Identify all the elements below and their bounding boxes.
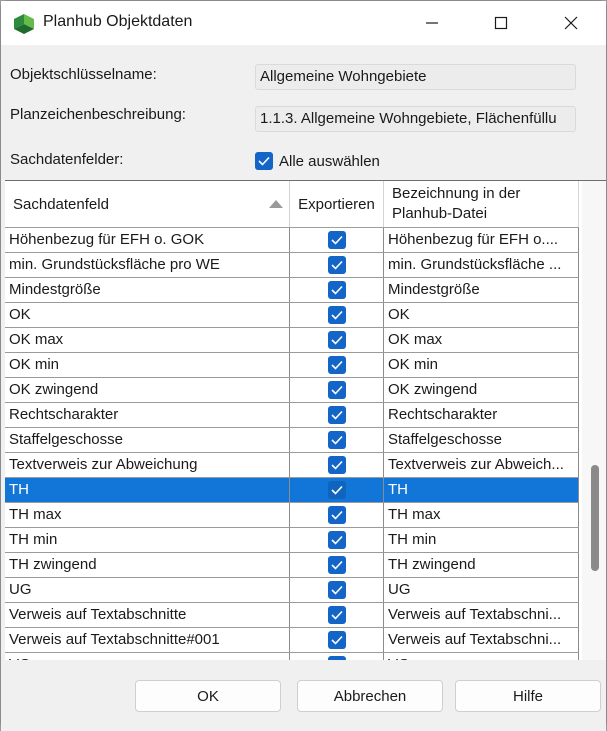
table-row[interactable] xyxy=(5,428,579,453)
select-all-checkbox[interactable] xyxy=(255,151,380,171)
column-header-name[interactable] xyxy=(384,181,579,227)
checkbox-checked-icon xyxy=(255,152,273,170)
minimize-button[interactable] xyxy=(409,1,455,45)
export-name-cell[interactable]: Textverweis zur Abweich... xyxy=(384,453,579,477)
export-checkbox[interactable] xyxy=(328,256,346,274)
export-checkbox[interactable] xyxy=(328,481,346,499)
field-cell[interactable]: OK max xyxy=(5,328,290,352)
table-row[interactable] xyxy=(5,578,579,603)
table-row[interactable] xyxy=(5,628,579,653)
table-row[interactable] xyxy=(5,228,579,253)
export-checkbox[interactable] xyxy=(328,306,346,324)
field-cell[interactable]: OK min xyxy=(5,353,290,377)
close-button[interactable] xyxy=(548,1,594,45)
export-cell[interactable] xyxy=(290,353,384,377)
export-cell[interactable] xyxy=(290,453,384,477)
export-checkbox[interactable] xyxy=(328,406,346,424)
export-cell[interactable] xyxy=(290,303,384,327)
export-checkbox[interactable] xyxy=(328,631,346,649)
export-cell[interactable] xyxy=(290,503,384,527)
object-key-label: Objektschlüsselname: xyxy=(10,66,157,83)
export-checkbox[interactable] xyxy=(328,281,346,299)
table-row[interactable] xyxy=(5,303,579,328)
scrollbar-thumb[interactable] xyxy=(591,465,599,571)
table-row[interactable] xyxy=(5,453,579,478)
table-row[interactable] xyxy=(5,278,579,303)
field-cell[interactable]: min. Grundstücksfläche pro WE xyxy=(5,253,290,277)
field-cell[interactable]: TH xyxy=(5,478,290,502)
table-row[interactable] xyxy=(5,353,579,378)
object-key-field[interactable]: Allgemeine Wohngebiete xyxy=(255,64,576,90)
help-button[interactable]: Hilfe xyxy=(455,680,601,712)
export-cell[interactable] xyxy=(290,378,384,402)
window-title: Planhub Objektdaten xyxy=(43,13,193,30)
export-name-cell[interactable]: Rechtscharakter xyxy=(384,403,579,427)
field-cell[interactable]: UG xyxy=(5,578,290,602)
field-cell[interactable]: Höhenbezug für EFH o. GOK xyxy=(5,228,290,252)
export-cell[interactable] xyxy=(290,528,384,552)
field-cell[interactable]: Textverweis zur Abweichung xyxy=(5,453,290,477)
export-cell[interactable] xyxy=(290,228,384,252)
export-checkbox[interactable] xyxy=(328,331,346,349)
export-checkbox[interactable] xyxy=(328,556,346,574)
field-cell[interactable]: Verweis auf Textabschnitte#001 xyxy=(5,628,290,652)
export-checkbox[interactable] xyxy=(328,231,346,249)
column-header-field[interactable] xyxy=(5,181,290,227)
field-cell[interactable]: TH zwingend xyxy=(5,553,290,577)
button-bar xyxy=(1,660,606,731)
export-name-cell[interactable]: Verweis auf Textabschni... xyxy=(384,603,579,627)
ok-button[interactable]: OK xyxy=(135,680,281,712)
export-name-cell[interactable]: OK max xyxy=(384,328,579,352)
field-cell[interactable]: OK zwingend xyxy=(5,378,290,402)
export-name-cell[interactable]: OK xyxy=(384,303,579,327)
column-header-name-line1: Bezeichnung in der xyxy=(392,185,521,202)
export-cell[interactable] xyxy=(290,478,384,502)
fields-label: Sachdatenfelder: xyxy=(10,151,124,168)
column-header-name-line2: Planhub-Datei xyxy=(392,205,488,222)
export-cell[interactable] xyxy=(290,278,384,302)
export-name-cell[interactable]: Mindestgröße xyxy=(384,278,579,302)
table-row[interactable] xyxy=(5,378,579,403)
field-cell[interactable]: Rechtscharakter xyxy=(5,403,290,427)
grid-header xyxy=(5,181,579,228)
export-name-cell[interactable]: Verweis auf Textabschni... xyxy=(384,628,579,652)
export-cell[interactable] xyxy=(290,628,384,652)
grid-rows xyxy=(5,228,579,678)
field-cell[interactable]: TH max xyxy=(5,503,290,527)
export-name-cell[interactable]: Höhenbezug für EFH o.... xyxy=(384,228,579,252)
table-row[interactable] xyxy=(5,253,579,278)
export-name-cell[interactable]: min. Grundstücksfläche ... xyxy=(384,253,579,277)
export-name-cell[interactable]: UG xyxy=(384,578,579,602)
table-row[interactable] xyxy=(5,403,579,428)
export-cell[interactable] xyxy=(290,253,384,277)
maximize-icon xyxy=(494,16,508,30)
export-cell[interactable] xyxy=(290,428,384,452)
table-row[interactable] xyxy=(5,328,579,353)
title-bar[interactable] xyxy=(1,1,606,45)
data-fields-grid[interactable] xyxy=(5,180,606,660)
export-checkbox[interactable] xyxy=(328,606,346,624)
column-header-export-label: Exportieren xyxy=(298,195,375,213)
column-header-name-label xyxy=(392,184,520,224)
table-row[interactable] xyxy=(5,553,579,578)
symbol-description-label: Planzeichenbeschreibung: xyxy=(10,106,186,123)
field-cell[interactable]: Mindestgröße xyxy=(5,278,290,302)
table-row[interactable] xyxy=(5,528,579,553)
column-header-export[interactable] xyxy=(290,181,384,227)
export-name-cell[interactable]: Staffelgeschosse xyxy=(384,428,579,452)
export-cell[interactable] xyxy=(290,328,384,352)
maximize-button[interactable] xyxy=(478,1,524,45)
table-row[interactable] xyxy=(5,503,579,528)
table-row[interactable] xyxy=(5,603,579,628)
export-checkbox[interactable] xyxy=(328,431,346,449)
export-name-cell[interactable]: OK min xyxy=(384,353,579,377)
export-name-cell[interactable]: TH xyxy=(384,478,579,502)
field-cell[interactable]: TH min xyxy=(5,528,290,552)
export-checkbox[interactable] xyxy=(328,356,346,374)
export-name-cell[interactable]: OK zwingend xyxy=(384,378,579,402)
export-name-cell[interactable]: TH min xyxy=(384,528,579,552)
select-all-label: Alle auswählen xyxy=(279,152,380,170)
export-cell[interactable] xyxy=(290,578,384,602)
export-cell[interactable] xyxy=(290,603,384,627)
planhub-logo-icon xyxy=(12,12,36,36)
export-checkbox[interactable] xyxy=(328,381,346,399)
export-name-cell[interactable]: TH max xyxy=(384,503,579,527)
export-checkbox[interactable] xyxy=(328,581,346,599)
close-icon xyxy=(564,16,578,30)
export-checkbox[interactable] xyxy=(328,506,346,524)
symbol-description-field[interactable]: 1.1.3. Allgemeine Wohngebiete, Flächenfüllu xyxy=(255,106,576,132)
field-cell[interactable]: Verweis auf Textabschnitte xyxy=(5,603,290,627)
export-cell[interactable] xyxy=(290,553,384,577)
vertical-scrollbar[interactable] xyxy=(582,181,606,661)
minimize-icon xyxy=(425,16,439,30)
table-row[interactable] xyxy=(5,478,579,503)
cancel-button[interactable]: Abbrechen xyxy=(297,680,443,712)
field-cell[interactable]: OK xyxy=(5,303,290,327)
export-cell[interactable] xyxy=(290,403,384,427)
column-header-field-label: Sachdatenfeld xyxy=(13,195,109,213)
sort-ascending-icon xyxy=(269,200,283,208)
export-checkbox[interactable] xyxy=(328,456,346,474)
field-cell[interactable]: Staffelgeschosse xyxy=(5,428,290,452)
export-checkbox[interactable] xyxy=(328,531,346,549)
export-name-cell[interactable]: TH zwingend xyxy=(384,553,579,577)
